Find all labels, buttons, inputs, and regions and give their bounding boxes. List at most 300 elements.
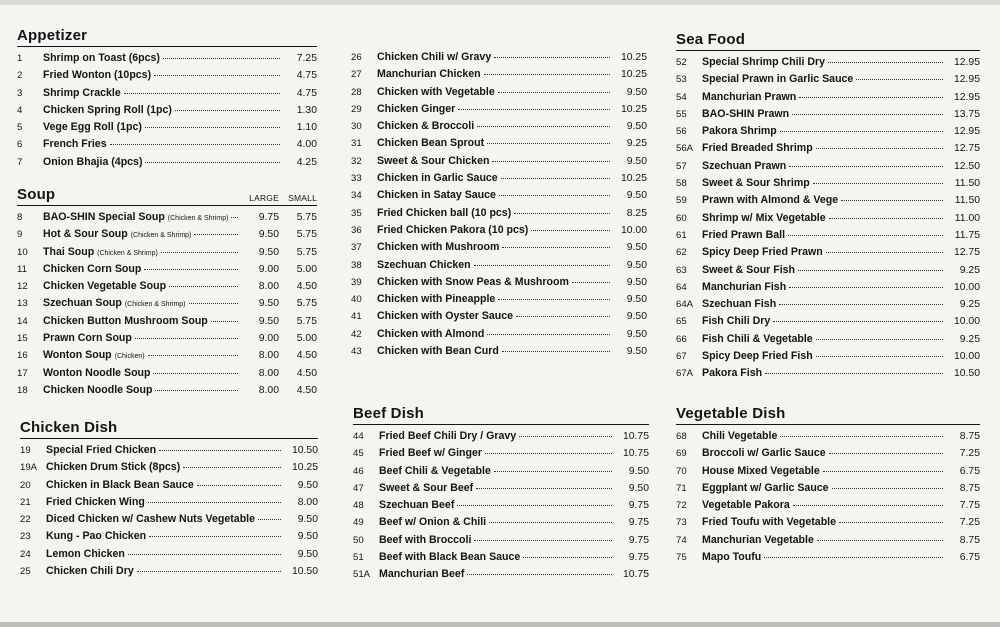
item-price: 10.25 — [620, 103, 647, 115]
item-price: 9.25 — [959, 333, 980, 345]
dot-leader — [501, 178, 610, 179]
item-name-text: Special Prawn in Garlic Sauce — [702, 73, 854, 86]
dot-leader — [798, 270, 943, 271]
dot-leader — [816, 356, 943, 357]
dot-leader — [154, 75, 280, 76]
item-name — [377, 103, 455, 115]
dot-leader — [816, 148, 943, 149]
dot-leader — [841, 200, 943, 201]
item-name — [43, 349, 145, 361]
dot-leader — [163, 58, 280, 59]
price-large: 9.50 — [258, 298, 279, 310]
chicken-dish-title: Chicken Dish — [20, 419, 318, 439]
item-price: 10.75 — [622, 431, 649, 442]
item-number: 24 — [20, 548, 31, 560]
menu-item — [17, 69, 317, 86]
item-number: 65 — [676, 316, 687, 328]
menu-item — [353, 516, 649, 533]
item-number: 4 — [17, 104, 23, 116]
item-name-text: Shrimp Crackle — [43, 86, 121, 99]
item-name-text: Chicken with Bean Curd — [377, 345, 499, 358]
price-small: 5.75 — [296, 315, 317, 327]
item-name — [377, 189, 496, 201]
item-name — [702, 160, 786, 172]
menu-item — [351, 207, 647, 224]
menu-item — [17, 104, 317, 121]
menu-item — [20, 479, 318, 496]
item-number: 27 — [351, 69, 362, 81]
menu-item — [353, 465, 649, 482]
dot-leader — [467, 574, 612, 575]
item-name — [377, 224, 528, 236]
item-name — [43, 52, 160, 64]
item-name-text: Mapo Toufu — [702, 551, 762, 564]
price-small: 5.75 — [296, 212, 317, 223]
dot-leader — [531, 230, 610, 231]
price-large: 9.50 — [258, 246, 279, 258]
item-name-text: Chicken Chili Dry — [46, 565, 134, 578]
menu-item — [20, 548, 318, 565]
menu-item — [353, 430, 649, 447]
price-large: 8.00 — [258, 350, 279, 362]
vegetable-dish-section — [676, 405, 980, 568]
item-price: 9.50 — [626, 190, 647, 202]
chicken-dish-list — [20, 444, 318, 582]
item-price: 9.50 — [297, 548, 318, 560]
item-name-text: Fried Beef Chili Dry / Gravy — [379, 430, 517, 442]
dot-leader — [477, 126, 610, 127]
item-price: 9.50 — [626, 121, 647, 133]
item-name — [43, 228, 191, 240]
menu-item — [351, 328, 647, 345]
item-name-text: Chicken with Snow Peas & Mushroom — [377, 275, 569, 288]
item-name — [702, 281, 786, 293]
item-name — [43, 384, 152, 396]
item-number: 72 — [676, 500, 687, 512]
item-number: 1 — [17, 53, 23, 64]
item-price: 12.95 — [953, 74, 980, 86]
item-name — [377, 172, 498, 184]
item-number: 56A — [676, 143, 694, 155]
bottom-edge — [0, 622, 1000, 627]
menu-item — [676, 108, 980, 125]
item-name-text: Chicken Button Mushroom Soup — [43, 314, 208, 327]
item-name-text: Sweet & Sour Fish — [702, 263, 796, 276]
item-name-text: Chicken with Vegetable — [377, 85, 495, 98]
item-price: 11.75 — [954, 229, 980, 241]
item-price: 10.75 — [622, 569, 649, 581]
menu-item — [17, 246, 317, 263]
item-name — [43, 367, 150, 379]
item-name — [43, 280, 166, 292]
item-number: 63 — [676, 264, 687, 276]
item-price: 10.50 — [291, 445, 318, 456]
item-price: 11.00 — [954, 212, 980, 224]
item-price: 9.75 — [628, 517, 649, 529]
item-price: 10.25 — [291, 462, 318, 474]
item-note: (Chicken & Shrimp) — [97, 249, 158, 257]
item-name-text: Chicken Noodle Soup — [43, 383, 153, 396]
item-number: 62 — [676, 247, 687, 259]
menu-item — [351, 241, 647, 258]
dot-leader — [492, 161, 610, 162]
item-name-text: Fried Chicken Pakora (10 pcs) — [377, 223, 529, 236]
item-name — [702, 333, 813, 345]
item-price: 9.50 — [626, 311, 647, 323]
item-name-text: Manchurian Chicken — [377, 68, 481, 81]
price-large: 9.00 — [258, 263, 279, 275]
item-price: 7.25 — [296, 53, 317, 64]
item-price: 12.75 — [953, 247, 980, 259]
menu-item — [17, 315, 317, 332]
item-price: 10.00 — [620, 224, 647, 236]
dot-leader — [124, 93, 280, 94]
item-name — [702, 194, 838, 206]
item-name — [43, 87, 121, 99]
dot-leader — [572, 282, 610, 283]
item-number: 13 — [17, 298, 28, 310]
item-number: 21 — [20, 496, 31, 508]
menu-item — [676, 212, 980, 229]
item-price: 7.25 — [959, 448, 980, 460]
item-name — [43, 315, 208, 327]
dot-leader — [175, 110, 280, 111]
item-name-text: Wonton Noodle Soup — [43, 366, 151, 379]
item-name — [377, 310, 513, 322]
item-price: 9.50 — [626, 276, 647, 288]
beef-dish-list — [353, 430, 649, 586]
item-name — [46, 565, 134, 577]
menu-item — [353, 568, 649, 585]
menu-item — [351, 276, 647, 293]
item-name — [702, 350, 813, 362]
item-number: 66 — [676, 333, 687, 345]
item-number: 35 — [351, 207, 362, 219]
item-name — [377, 345, 499, 357]
item-number: 70 — [676, 465, 687, 477]
item-name — [702, 177, 810, 189]
item-name-text: Diced Chicken w/ Cashew Nuts Vegetable — [46, 513, 255, 526]
item-price: 9.50 — [626, 242, 647, 254]
menu-item — [676, 315, 980, 332]
item-number: 69 — [676, 448, 687, 460]
item-name — [702, 212, 826, 224]
item-number: 39 — [351, 276, 362, 288]
item-name-text: Kung - Pao Chicken — [46, 530, 147, 543]
dot-leader — [498, 92, 610, 93]
item-number: 15 — [17, 333, 28, 345]
dot-leader — [799, 97, 943, 98]
vegetable-dish-list — [676, 430, 980, 568]
item-number: 16 — [17, 350, 28, 362]
item-number: 19 — [20, 445, 31, 456]
menu-item — [676, 534, 980, 551]
menu-item — [351, 137, 647, 154]
item-name-text: Pakora Shrimp — [702, 125, 777, 138]
sea-food-title: Sea Food — [676, 31, 980, 51]
item-name-text: Beef with Broccoli — [379, 533, 472, 546]
item-number: 67A — [676, 368, 694, 380]
item-number: 60 — [676, 212, 687, 224]
item-number: 2 — [17, 70, 23, 82]
item-price: 1.10 — [296, 122, 317, 134]
item-number: 32 — [351, 155, 362, 167]
item-name-text: Vegetable Pakora — [702, 499, 790, 512]
menu-item — [17, 121, 317, 138]
menu-item — [353, 534, 649, 551]
item-name-text: Shrimp w/ Mix Vegetable — [702, 211, 826, 224]
dot-leader — [148, 355, 238, 356]
item-price: 4.75 — [296, 87, 317, 99]
item-name-text: Hot & Sour Soup — [43, 228, 128, 241]
menu-item — [20, 444, 318, 461]
dot-leader — [828, 62, 943, 63]
menu-item — [676, 177, 980, 194]
dot-leader — [489, 522, 612, 523]
item-number: 10 — [17, 246, 28, 258]
item-price: 8.75 — [959, 431, 980, 442]
item-number: 68 — [676, 431, 687, 442]
item-number: 12 — [17, 281, 28, 293]
item-name — [702, 108, 789, 120]
item-name-text: Szechuan Soup — [43, 297, 122, 310]
dot-leader — [487, 143, 610, 144]
dot-leader — [514, 213, 610, 214]
item-name — [702, 298, 776, 310]
item-number: 6 — [17, 139, 23, 151]
item-price: 10.00 — [953, 281, 980, 293]
menu-item — [17, 280, 317, 297]
item-price: 9.50 — [297, 531, 318, 543]
item-price: 10.00 — [953, 351, 980, 363]
item-price: 6.75 — [959, 465, 980, 477]
dot-leader — [817, 540, 943, 541]
item-name-text: Fish Chili & Vegetable — [702, 332, 813, 345]
item-name-text: Beef w/ Onion & Chili — [379, 516, 487, 529]
item-name — [702, 367, 762, 379]
item-name — [46, 444, 156, 456]
item-name-text: Chicken in Garlic Sauce — [377, 172, 498, 185]
item-number: 18 — [17, 384, 28, 396]
menu-item — [17, 228, 317, 245]
item-price: 12.75 — [953, 143, 980, 155]
item-number: 46 — [353, 465, 364, 477]
item-number: 64 — [676, 281, 687, 293]
dot-leader — [183, 467, 281, 468]
item-number: 42 — [351, 328, 362, 340]
menu-item — [676, 73, 980, 90]
item-note: (Chicken & Shrimp) — [124, 301, 186, 309]
appetizer-list — [17, 52, 317, 173]
dot-leader — [110, 144, 280, 145]
menu-item — [17, 349, 317, 366]
item-price: 1.30 — [296, 104, 317, 116]
dot-leader — [161, 252, 238, 253]
item-name — [377, 68, 481, 80]
menu-item — [676, 264, 980, 281]
dot-leader — [789, 166, 943, 167]
item-number: 40 — [351, 294, 362, 306]
item-name — [377, 137, 484, 149]
dot-leader — [153, 373, 238, 374]
item-name — [43, 246, 158, 258]
item-name-text: Fried Beef w/ Ginger — [379, 447, 483, 460]
item-price: 7.75 — [959, 500, 980, 512]
menu-item — [351, 103, 647, 120]
menu-item — [676, 499, 980, 516]
item-name-text: Broccoli w/ Garlic Sauce — [702, 447, 826, 460]
item-name — [377, 120, 474, 132]
top-edge — [0, 0, 1000, 5]
price-small: 5.75 — [296, 246, 317, 258]
item-number: 64A — [676, 299, 694, 311]
menu-item — [351, 293, 647, 310]
item-price: 10.00 — [953, 316, 980, 328]
dot-leader — [829, 218, 943, 219]
item-price: 7.25 — [959, 517, 980, 529]
item-name-text: Prawn Corn Soup — [43, 332, 132, 345]
item-name — [379, 551, 520, 563]
dot-leader — [780, 436, 943, 437]
large-header: LARGE — [249, 193, 279, 203]
item-name — [43, 263, 141, 275]
item-number: 28 — [351, 86, 362, 98]
item-number: 74 — [676, 534, 687, 546]
item-name-text: Manchurian Vegetable — [702, 533, 814, 546]
soup-title: Soup LARGE SMALL — [17, 186, 317, 206]
price-large: 8.00 — [258, 384, 279, 396]
item-name — [702, 465, 820, 477]
menu-item — [351, 189, 647, 206]
item-name — [702, 534, 814, 546]
menu-item — [676, 125, 980, 142]
item-name-text: Chicken in Satay Sauce — [377, 189, 496, 202]
item-price: 10.25 — [620, 173, 647, 185]
item-price: 8.75 — [959, 482, 980, 494]
item-number: 51A — [353, 569, 371, 581]
item-name-text: Chicken Chili w/ Gravy — [377, 51, 492, 63]
item-name-text: Chicken Spring Roll (1pc) — [43, 103, 172, 116]
item-name-text: Special Fried Chicken — [46, 444, 157, 456]
dot-leader — [764, 557, 943, 558]
item-name-text: Szechuan Beef — [379, 499, 455, 512]
item-name — [702, 447, 826, 459]
item-name — [379, 534, 471, 546]
menu-item — [17, 156, 317, 173]
menu-item — [351, 172, 647, 189]
menu-item — [20, 530, 318, 547]
item-price: 9.50 — [626, 155, 647, 167]
dot-leader — [832, 488, 943, 489]
item-number: 34 — [351, 190, 362, 202]
item-number: 22 — [20, 514, 31, 526]
dot-leader — [155, 390, 238, 391]
item-name-text: Sweet & Sour Chicken — [377, 154, 490, 167]
item-name — [379, 482, 473, 494]
item-name-text: Sweet & Sour Shrimp — [702, 177, 810, 190]
item-price: 9.75 — [628, 552, 649, 564]
item-number: 73 — [676, 517, 687, 529]
dot-leader — [516, 316, 610, 317]
menu-item — [351, 86, 647, 103]
item-name — [46, 548, 125, 560]
item-number: 37 — [351, 242, 362, 254]
item-name — [377, 259, 471, 271]
item-name — [43, 69, 151, 81]
price-large: 9.50 — [258, 229, 279, 241]
item-price: 9.50 — [626, 328, 647, 340]
item-name-text: Manchurian Beef — [379, 568, 465, 581]
menu-item — [17, 367, 317, 384]
item-number: 54 — [676, 91, 687, 103]
dot-leader — [159, 450, 281, 451]
item-name — [377, 293, 495, 305]
item-name — [377, 276, 569, 288]
item-name-text: Wonton Soup — [43, 349, 112, 362]
item-name-text: Fish Chili Dry — [702, 315, 771, 328]
item-name — [43, 332, 132, 344]
item-name — [43, 121, 142, 133]
item-number: 44 — [353, 431, 364, 442]
dot-leader — [169, 286, 238, 287]
item-number: 71 — [676, 482, 687, 494]
item-name — [377, 86, 495, 98]
item-price: 9.50 — [626, 346, 647, 358]
item-number: 38 — [351, 259, 362, 271]
item-name-text: Szechuan Prawn — [702, 159, 787, 172]
item-name-text: Beef with Black Bean Sauce — [379, 551, 521, 564]
item-price: 8.75 — [959, 534, 980, 546]
menu-item — [20, 513, 318, 530]
dot-leader — [211, 321, 238, 322]
menu-item — [676, 367, 980, 384]
price-large: 9.00 — [258, 333, 279, 345]
price-small: 4.50 — [296, 281, 317, 293]
item-number: 52 — [676, 57, 687, 68]
menu-item — [676, 160, 980, 177]
item-number: 31 — [351, 138, 362, 150]
item-note: (Chicken & Shrimp) — [167, 215, 229, 222]
item-name-text: Chicken & Broccoli — [377, 120, 475, 133]
item-name — [702, 264, 795, 276]
item-price: 12.95 — [953, 57, 980, 68]
menu-item — [351, 68, 647, 85]
dot-leader — [197, 485, 281, 486]
dot-leader — [523, 557, 612, 558]
item-number: 11 — [17, 263, 27, 275]
menu-item — [676, 430, 980, 447]
item-number: 47 — [353, 482, 364, 494]
item-name-text: Szechuan Chicken — [377, 258, 471, 271]
item-name — [46, 530, 146, 542]
item-name — [702, 73, 853, 85]
chicken-continued-section — [351, 51, 647, 362]
dot-leader — [826, 252, 943, 253]
menu-item — [676, 447, 980, 464]
dot-leader — [484, 74, 610, 75]
beef-dish-title: Beef Dish — [353, 405, 649, 425]
item-number: 33 — [351, 173, 362, 185]
item-name-text: Special Shrimp Chili Dry — [702, 56, 826, 68]
item-name-text: Vege Egg Roll (1pc) — [43, 121, 142, 134]
dot-leader — [502, 247, 610, 248]
price-large: 9.50 — [258, 315, 279, 327]
dot-leader — [789, 287, 943, 288]
item-price: 6.75 — [959, 552, 980, 564]
dot-leader — [519, 436, 612, 437]
item-name — [702, 499, 790, 511]
dot-leader — [773, 321, 943, 322]
